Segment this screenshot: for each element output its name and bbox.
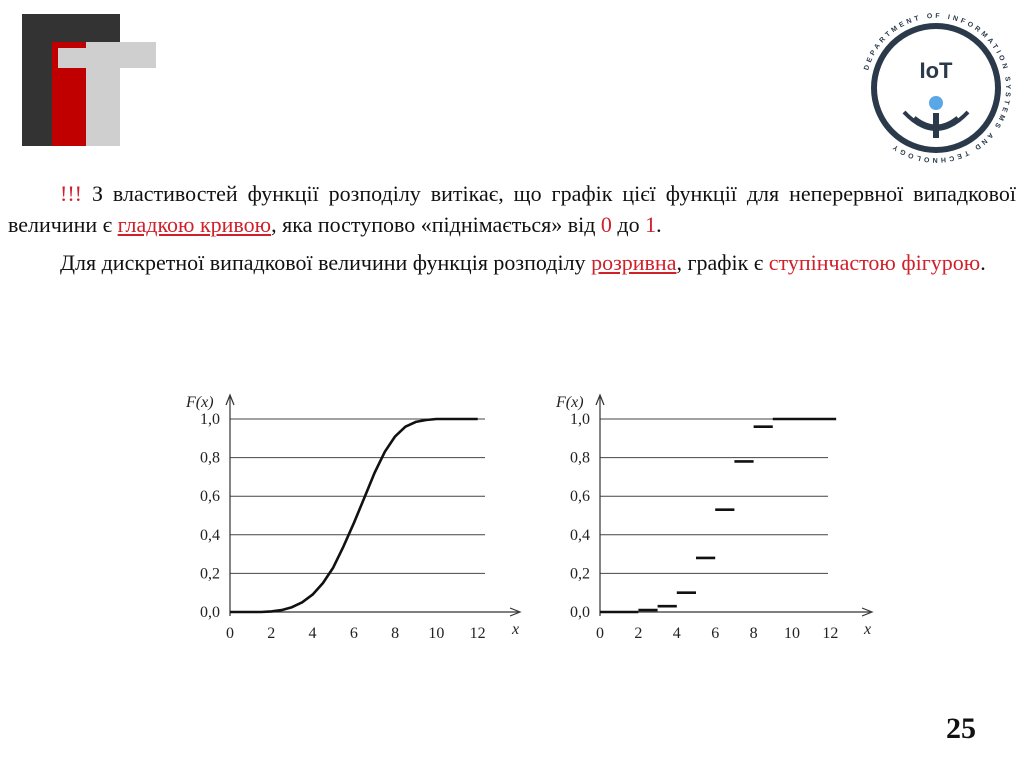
- smooth-curve-term: гладкою кривою: [117, 212, 272, 238]
- paragraph-continuous: [8, 178, 1016, 240]
- p1-text-c: до: [611, 212, 646, 238]
- left-y-axis-label: F(x): [186, 394, 214, 411]
- p2-text-c: .: [980, 250, 986, 276]
- right-y-axis-label: F(x): [556, 394, 584, 411]
- right-x-tick-label: 10: [784, 625, 800, 642]
- zero-value: 0: [600, 212, 612, 238]
- left-cdf-curve: [230, 419, 478, 612]
- left-x-axis-label: x: [512, 621, 520, 638]
- right-x-tick-label: 0: [596, 625, 604, 642]
- discrete-cdf-svg: [550, 380, 872, 645]
- exclamation: !!!: [60, 181, 82, 206]
- right-x-tick-label: 6: [711, 625, 720, 642]
- left-x-tick-label: 2: [267, 625, 276, 642]
- p2-text-a: Для дискретної випадкової величини функція розподілу: [60, 250, 592, 276]
- left-x-tick-label: 0: [226, 625, 234, 642]
- svg-text:DEPARTMENT OF INFORMATION SYST: [863, 13, 1011, 163]
- left-y-tick-label: 1,0: [200, 411, 220, 428]
- step-figure-term: ступінчастою фігурою: [768, 250, 981, 276]
- left-x-tick-label: 4: [308, 625, 317, 642]
- left-x-tick-label: 8: [391, 625, 400, 642]
- paragraph-discrete: [8, 247, 1016, 278]
- iot-ring-text: DEPARTMENT OF INFORMATION SYSTEMS AND TECHNOLOGY: [863, 12, 1012, 164]
- page-number: 25: [946, 712, 976, 745]
- one-value: 1: [645, 212, 657, 238]
- iot-logo-text: IoT: [919, 58, 953, 83]
- right-y-tick-label: 0,8: [570, 449, 590, 467]
- continuous-cdf-chart: [180, 380, 520, 645]
- p1-text-b: , яка поступово «піднімається» від: [271, 212, 601, 238]
- right-x-tick-label: 12: [822, 625, 839, 642]
- discrete-cdf-chart: [550, 380, 872, 645]
- right-y-tick-label: 1,0: [570, 411, 590, 428]
- right-x-tick-label: 4: [672, 625, 681, 642]
- iot-logo: [856, 8, 1016, 168]
- p1-text-a: З властивостей функції розподілу витікає, що графік цієї функції для неперервної випадкової величини є: [8, 181, 1016, 238]
- ft-logo: [22, 14, 156, 146]
- left-y-tick-label: 0,2: [200, 565, 220, 583]
- discontinuous-term: розривна: [591, 250, 677, 276]
- left-x-tick-label: 12: [469, 625, 486, 642]
- left-x-tick-label: 6: [349, 625, 358, 642]
- right-y-tick-label: 0,6: [570, 488, 590, 506]
- right-x-tick-label: 2: [634, 625, 643, 642]
- left-y-tick-label: 0,8: [200, 449, 220, 467]
- p2-text-b: , графік є: [676, 250, 769, 276]
- left-x-tick-label: 10: [428, 625, 445, 642]
- right-x-axis-label: x: [864, 621, 872, 638]
- p1-text-d: .: [656, 212, 662, 238]
- left-y-tick-label: 0,6: [200, 488, 220, 506]
- left-y-tick-label: 0,4: [200, 526, 220, 544]
- slide-text: [8, 178, 1016, 286]
- right-x-tick-label: 8: [749, 625, 758, 642]
- right-y-tick-label: 0,4: [570, 526, 590, 544]
- right-y-tick-label: 0,2: [570, 565, 590, 583]
- right-y-tick-label: 0,0: [570, 604, 590, 621]
- continuous-cdf-svg: [180, 380, 520, 645]
- left-y-tick-label: 0,0: [200, 604, 220, 621]
